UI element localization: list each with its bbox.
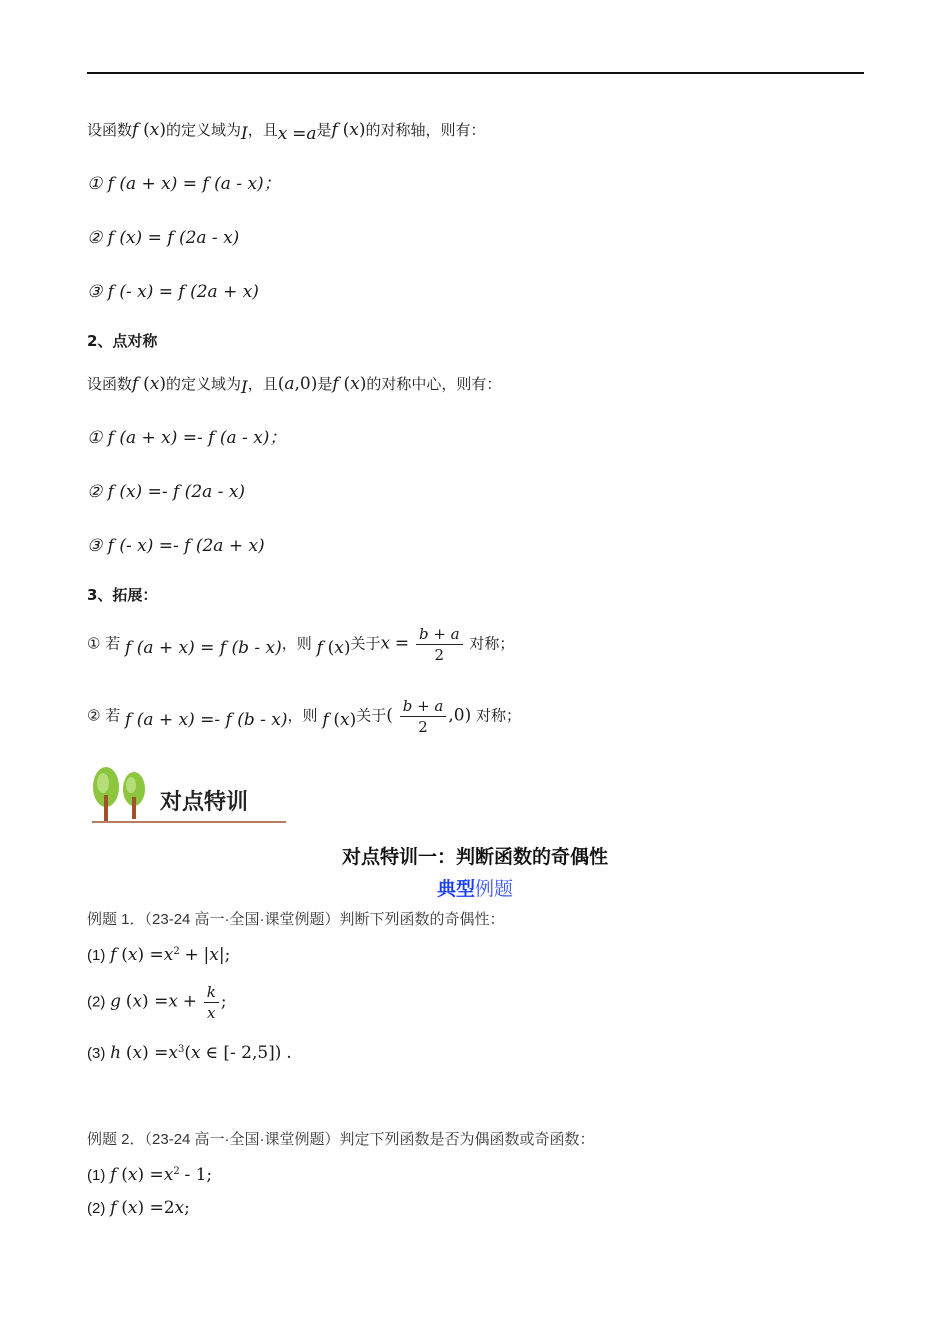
example-1-part-1: (1) f $(x) =x^2 + |x|$; [87, 945, 231, 965]
extend-heading: 3、拓展： [87, 586, 158, 604]
point-sym-intro: 设函数f (x)的定义域为I，且(a,0)是f (x)的对称中心，则有： [87, 374, 502, 398]
fraction [400, 696, 447, 737]
example-1-part-3: (3) h $(x) =x^3(x$ ∈ [- 2,5]) . [87, 1043, 292, 1063]
text: ① 若 [87, 634, 121, 653]
text: 是 [317, 375, 333, 393]
text: (1) [87, 1167, 106, 1184]
section-title: 对点特训一：判断函数的奇偶性 [341, 846, 608, 868]
extend-rule-1: ① 若 f (a + x) = f (b - x)，则 f (x)关于x = $\frac{b + a}{2}$ 对称； [87, 625, 515, 664]
example-2-label: 例题 2．（23-24 高一·全国·课堂例题）判定下列函数是否为偶函数或奇函数： [87, 1131, 595, 1148]
text: 的对称中心，则有： [366, 375, 502, 393]
text: 设函数 [87, 121, 133, 139]
line-sym-formula-2: ② f (x) = f (2a - x) [87, 228, 240, 248]
text: ，且 [247, 375, 278, 393]
example-2-part-2: (2) f (x) =2x; [87, 1198, 190, 1218]
example-1-label: 例题 1．（23-24 高一·全国·课堂例题）判断下列函数的奇偶性： [87, 911, 505, 928]
example-2-part-1: (1) f $(x) =x^2 - 1$; [87, 1165, 213, 1185]
line-sym-formula-1: ① f (a + x) = f (a - x)； [87, 174, 281, 194]
text: 对称； [476, 706, 522, 725]
text: (2) [87, 1200, 106, 1217]
text: (2) [87, 993, 106, 1011]
section-subtitle [0, 874, 950, 901]
text: 的对称轴，则有： [365, 121, 486, 139]
text: (1) [87, 947, 106, 964]
text: 设函数 [87, 375, 133, 393]
point-sym-heading: 2、点对称 [87, 332, 158, 350]
frac-den: 2 [418, 718, 428, 736]
line-sym-intro: 设函数f (x)的定义域为I，且x =a是f (x)的对称轴，则有： [87, 120, 486, 144]
extend-rule-2: ② 若 f (a + x) =- f (b - x)，则 f (x)关于( $\frac{b + a}{2}$ ,0) 对称； [87, 697, 522, 736]
text: (3) [87, 1045, 106, 1062]
text: 对称； [469, 634, 515, 653]
text: 典型 [436, 878, 475, 900]
text: ② 若 [87, 706, 121, 725]
frac-num: b + a [400, 696, 447, 717]
frac-den: 2 [434, 646, 445, 664]
point-sym-formula-3: ③ f (- x) =- f (2a + x) [87, 536, 265, 556]
header-rule [87, 72, 864, 74]
banner-title: 对点特训 [160, 790, 249, 815]
text: ，且 [247, 121, 278, 139]
text: 例题 [475, 878, 514, 900]
text: 是 [316, 121, 332, 139]
point-sym-formula-2: ② f (x) =- f (2a - x) [87, 482, 246, 502]
text: 的定义域为 [165, 121, 241, 139]
text: ，则 [287, 706, 318, 725]
fraction: $\frac{k}{x}$ [204, 982, 219, 1023]
frac-num: b + a [416, 624, 463, 645]
text: 的定义域为 [165, 375, 241, 393]
text: 关于 [356, 706, 387, 725]
line-sym-formula-3: ③ f (- x) = f (2a + x) [87, 282, 259, 302]
fraction [416, 624, 463, 665]
point-sym-formula-1: ① f (a + x) =- f (a - x)； [87, 428, 287, 448]
example-1-part-2: (2) g (x) =x + $\frac{k}{x}$ ; [87, 983, 227, 1022]
text: 关于 [350, 634, 381, 653]
text: ，则 [281, 634, 312, 653]
